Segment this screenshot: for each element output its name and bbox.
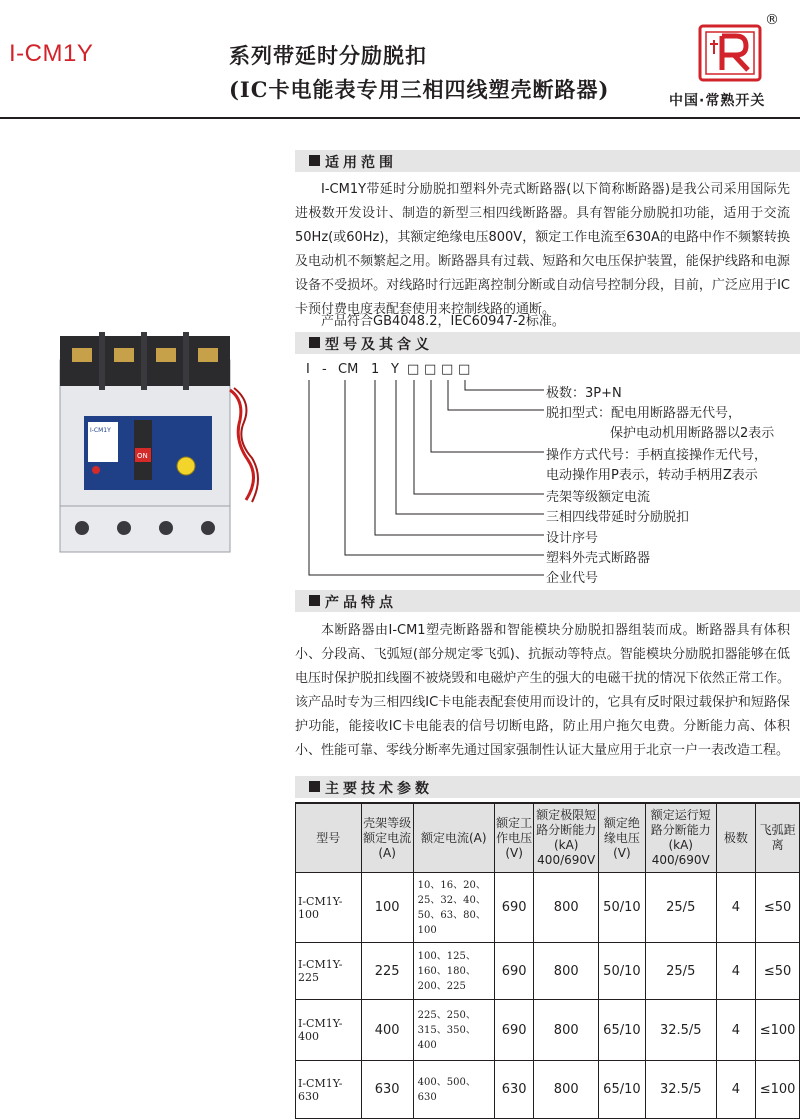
page-subtitle: (IC卡电能表专用三相四线塑壳断路器) — [229, 77, 610, 102]
model-code: I-CM1Y — [9, 40, 94, 67]
cell-insulation-voltage: 65/10 — [598, 1000, 645, 1061]
cell-frame-current: 100 — [361, 873, 413, 943]
model-desc-mccb: 塑料外壳式断路器 — [546, 551, 651, 566]
col-header-model: 型号 — [296, 803, 362, 873]
cell-rated-voltage: 630 — [494, 1061, 534, 1119]
cell-service-breaking: 32.5/5 — [645, 1061, 716, 1119]
cell-ultimate-breaking: 800 — [534, 1000, 599, 1061]
table-row — [296, 1061, 800, 1119]
table-row — [296, 873, 800, 943]
model-desc-operation-cont: 电动操作用P表示，转动手柄用Z表示 — [546, 468, 758, 483]
code-part: 1 — [371, 362, 380, 377]
section-header-model — [295, 332, 800, 354]
company-logo — [698, 24, 762, 82]
code-part: □ — [441, 362, 454, 377]
cell-rated-current: 225、250、315、350、400 — [413, 1000, 494, 1061]
model-desc-trip-type-cont: 保护电动机用断路器以2表示 — [610, 426, 775, 441]
model-desc-trip-type: 脱扣型式：配电用断路器无代号， — [546, 406, 742, 421]
cell-service-breaking: 32.5/5 — [645, 1000, 716, 1061]
section-heading: 适用范围 — [325, 155, 397, 171]
standards-paragraph: 产品符合GB4048.2，IEC60947-2标准。 — [321, 314, 565, 329]
code-part: □ — [458, 362, 471, 377]
code-part: - — [322, 362, 327, 377]
section-header-features — [295, 590, 800, 612]
cell-ultimate-breaking: 800 — [534, 1061, 599, 1119]
model-desc-operation: 操作方式代号：手柄直接操作无代号， — [546, 448, 768, 463]
model-desc-frame-current: 壳架等级额定电流 — [546, 490, 651, 505]
cell-model: I-CM1Y-100 — [296, 873, 362, 943]
section-heading: 产品特点 — [325, 595, 397, 611]
table-row — [296, 1000, 800, 1061]
spec-table — [295, 802, 800, 1119]
code-part: I — [306, 362, 310, 377]
cell-frame-current: 400 — [361, 1000, 413, 1061]
cell-rated-current: 100、125、160、180、200、225 — [413, 943, 494, 1000]
cell-insulation-voltage: 50/10 — [598, 943, 645, 1000]
cell-poles: 4 — [716, 1000, 756, 1061]
page-title: 系列带延时分励脱扣 — [229, 43, 427, 68]
section-heading: 主要技术参数 — [325, 781, 433, 797]
cell-frame-current: 630 — [361, 1061, 413, 1119]
col-header-service-breaking: 额定运行短路分断能力(kA) 400/690V — [645, 803, 716, 873]
col-header-rated-current: 额定电流(A) — [413, 803, 494, 873]
section-header-scope — [295, 150, 800, 172]
cell-arc-distance: ≤100 — [756, 1000, 800, 1061]
section-bullet-icon — [309, 337, 320, 348]
registered-mark: ® — [765, 12, 779, 28]
cell-rated-current: 10、16、20、25、32、40、50、63、80、100 — [413, 873, 494, 943]
col-header-insulation-voltage: 额定绝缘电压(V) — [598, 803, 645, 873]
code-part: CM — [338, 362, 359, 377]
cell-frame-current: 225 — [361, 943, 413, 1000]
cell-poles: 4 — [716, 873, 756, 943]
col-header-poles: 极数 — [716, 803, 756, 873]
cell-model: I-CM1Y-400 — [296, 1000, 362, 1061]
cell-poles: 4 — [716, 943, 756, 1000]
code-part: □ — [424, 362, 437, 377]
header-divider — [0, 117, 800, 119]
cell-rated-current: 400、500、630 — [413, 1061, 494, 1119]
cell-insulation-voltage: 65/10 — [598, 1061, 645, 1119]
col-header-rated-voltage: 额定工作电压(V) — [494, 803, 534, 873]
cell-model: I-CM1Y-225 — [296, 943, 362, 1000]
code-part: □ — [407, 362, 420, 377]
col-header-ultimate-breaking: 额定极限短路分断能力(kA) 400/690V — [534, 803, 599, 873]
cell-service-breaking: 25/5 — [645, 943, 716, 1000]
code-part: Y — [391, 362, 399, 377]
col-header-arc-distance: 飞弧距离 — [756, 803, 800, 873]
logo-caption: 中国·常熟开关 — [669, 93, 766, 109]
model-desc-company: 企业代号 — [546, 571, 599, 586]
section-bullet-icon — [309, 155, 320, 166]
cell-poles: 4 — [716, 1061, 756, 1119]
section-heading: 型号及其含义 — [325, 337, 433, 353]
cell-rated-voltage: 690 — [494, 873, 534, 943]
table-row — [296, 943, 800, 1000]
circuit-breaker-photo — [42, 330, 272, 560]
cell-model: I-CM1Y-630 — [296, 1061, 362, 1119]
model-desc-design-no: 设计序号 — [546, 531, 599, 546]
panel-on-label: ON — [137, 452, 148, 460]
table-header-row — [296, 803, 800, 873]
cell-insulation-voltage: 50/10 — [598, 873, 645, 943]
panel-brand-label: I-CM1Y — [90, 427, 111, 434]
model-desc-poles: 极数：3P+N — [546, 386, 622, 401]
cell-rated-voltage: 690 — [494, 1000, 534, 1061]
model-desc-delay-trip: 三相四线带延时分励脱扣 — [546, 510, 690, 525]
scope-paragraph: I-CM1Y带延时分励脱扣塑料外壳式断路器(以下简称断路器)是我公司采用国际先进极数开发设计、制造的新型三相四线断路器。具有智能分励脱扣功能，适用于交流50Hz(或60Hz)，其额定绝缘电压800V，额定工作电流至630A的电路中作不频繁转换及电动机不频繁起之用。断路器具有过载、短路和欠电压保护装置，能保护线路和电源设备不受损坏。对线路时行远距离控制分断或自动信号控制分段，目前，广泛应用于IC卡预付费电度表配套使用来控制线路的通断。 — [295, 182, 790, 317]
cell-rated-voltage: 690 — [494, 943, 534, 1000]
col-header-frame-current: 壳架等级额定电流(A) — [361, 803, 413, 873]
section-bullet-icon — [309, 781, 320, 792]
cell-ultimate-breaking: 800 — [534, 943, 599, 1000]
cell-arc-distance: ≤50 — [756, 873, 800, 943]
section-header-params — [295, 776, 800, 798]
section-bullet-icon — [309, 595, 320, 606]
cell-arc-distance: ≤50 — [756, 943, 800, 1000]
features-paragraph: 本断路器由I-CM1塑壳断路器和智能模块分励脱扣器组装而成。断路器具有体积小、分段高、飞弧短(部分规定零飞弧)、抗振动等特点。智能模块分励脱扣器能够在低电压时保护脱扣线圈不被烧毁和电磁炉产生的强大的电磁干扰的情况下依然正常工作。该产品时专为三相四线IC卡电能表配套使用而设计的，它具有反时限过载保护和短路保护功能，能接收IC卡电能表的信号切断电路，防止用户拖欠电费。分断能力高、体积小、性能可靠、零线分断率先通过国家强制性认证大量应用于北京一户一表改造工程。 — [295, 623, 790, 758]
cell-ultimate-breaking: 800 — [534, 873, 599, 943]
cell-arc-distance: ≤100 — [756, 1061, 800, 1119]
cell-service-breaking: 25/5 — [645, 873, 716, 943]
